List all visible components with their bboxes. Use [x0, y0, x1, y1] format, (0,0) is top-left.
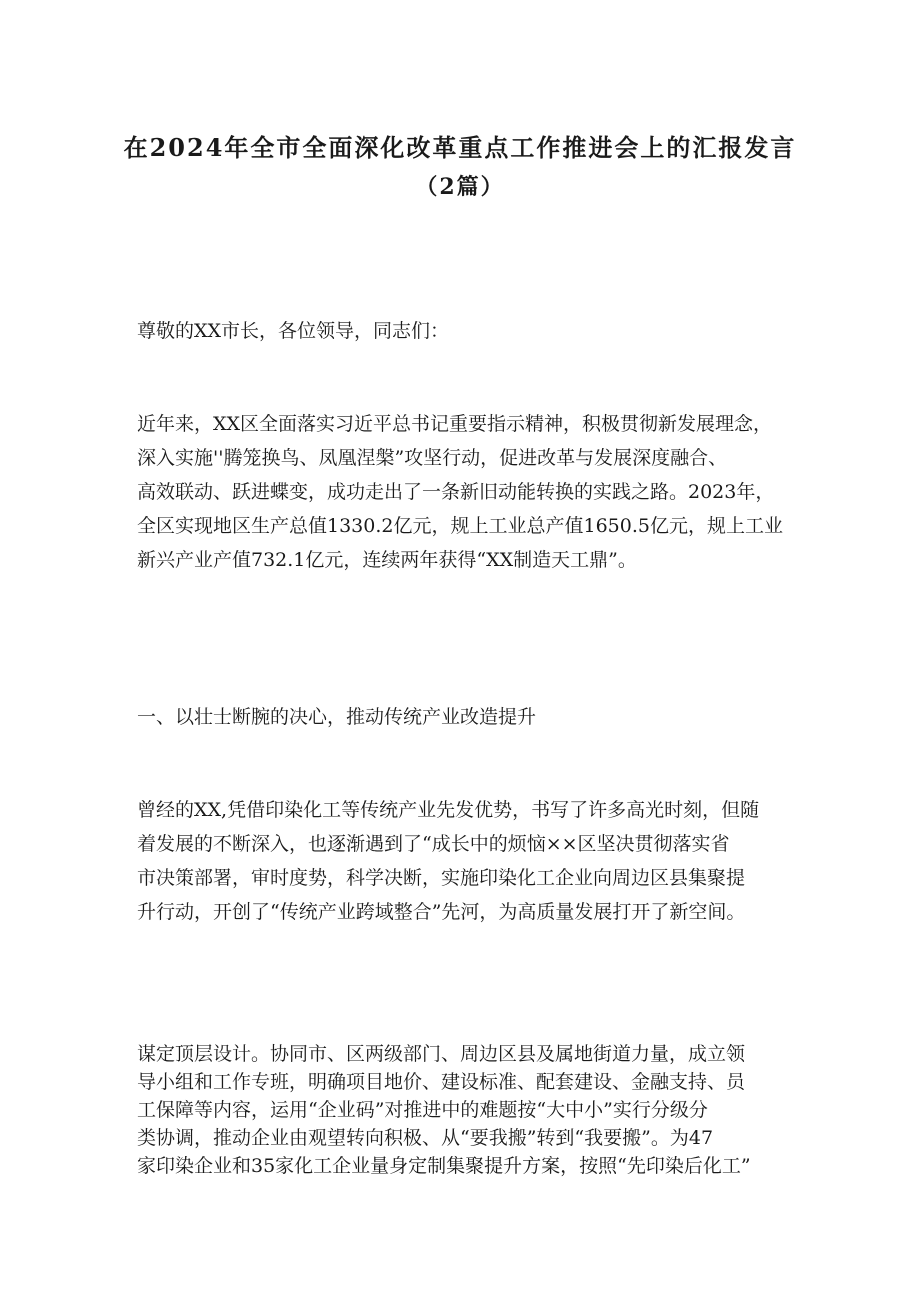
section2-line: 家印染企业和35家化工企业量身定制集聚提升方案，按照“先印染后化工” — [137, 1155, 751, 1177]
section1-paragraph — [137, 793, 795, 929]
section2-line: 工保障等内容，运用“企业码”对推进中的难题按“大中小”实行分级分 — [137, 1099, 708, 1121]
section1-line: 市决策部署，审时度势，科学决断，实施印染化工企业向周边区县集聚提 — [137, 867, 746, 889]
greeting-line: 尊敬的XX市长，各位领导，同志们： — [137, 320, 450, 342]
section-heading-text: 一、以壮士断腕的决心，推动传统产业改造提升 — [137, 706, 537, 728]
section2-line: 类协调，推动企业由观望转向积极、从“要我搬”转到“我要搬”。为47 — [137, 1127, 714, 1149]
section1-line: 曾经的XX,凭借印染化工等传统产业先发优势，书写了许多高光时刻，但随 — [137, 799, 760, 821]
greeting-paragraph — [137, 314, 795, 348]
document-title: 在2024年全市全面深化改革重点工作推进会上的汇报发言 — [123, 133, 797, 162]
section-heading-1 — [137, 700, 795, 734]
intro-line: 深入实施''腾笼换鸟、凤凰涅槃”攻坚行动，促进改革与发展深度融合、 — [137, 447, 728, 469]
section2-paragraph — [137, 1040, 795, 1180]
section1-line: 升行动，开创了“传统产业跨域整合”先河，为高质量发展打开了新空间。 — [137, 901, 746, 923]
intro-paragraph — [137, 407, 795, 577]
intro-line: 全区实现地区生产总值1330.2亿元，规上工业总产值1650.5亿元，规上工业 — [137, 515, 783, 537]
intro-line: 近年来，XX区全面落实习近平总书记重要指示精神，积极贯彻新发展理念， — [137, 413, 773, 435]
section2-line: 导小组和工作专班，明确项目地价、建设标准、配套建设、金融支持、员 — [137, 1071, 746, 1093]
section1-line: 着发展的不断深入，也逐渐遇到了“成长中的烦恼××区坚决贯彻落实省 — [137, 833, 730, 855]
document-subtitle: （2篇） — [415, 174, 505, 200]
intro-line: 高效联动、跃进蝶变，成功走出了一条新旧动能转换的实践之路。2023年， — [137, 481, 775, 503]
section2-line: 谋定顶层设计。协同市、区两级部门、周边区县及属地街道力量，成立领 — [137, 1043, 746, 1065]
intro-line: 新兴产业产值732.1亿元，连续两年获得“XX制造天工鼎”。 — [137, 549, 637, 571]
